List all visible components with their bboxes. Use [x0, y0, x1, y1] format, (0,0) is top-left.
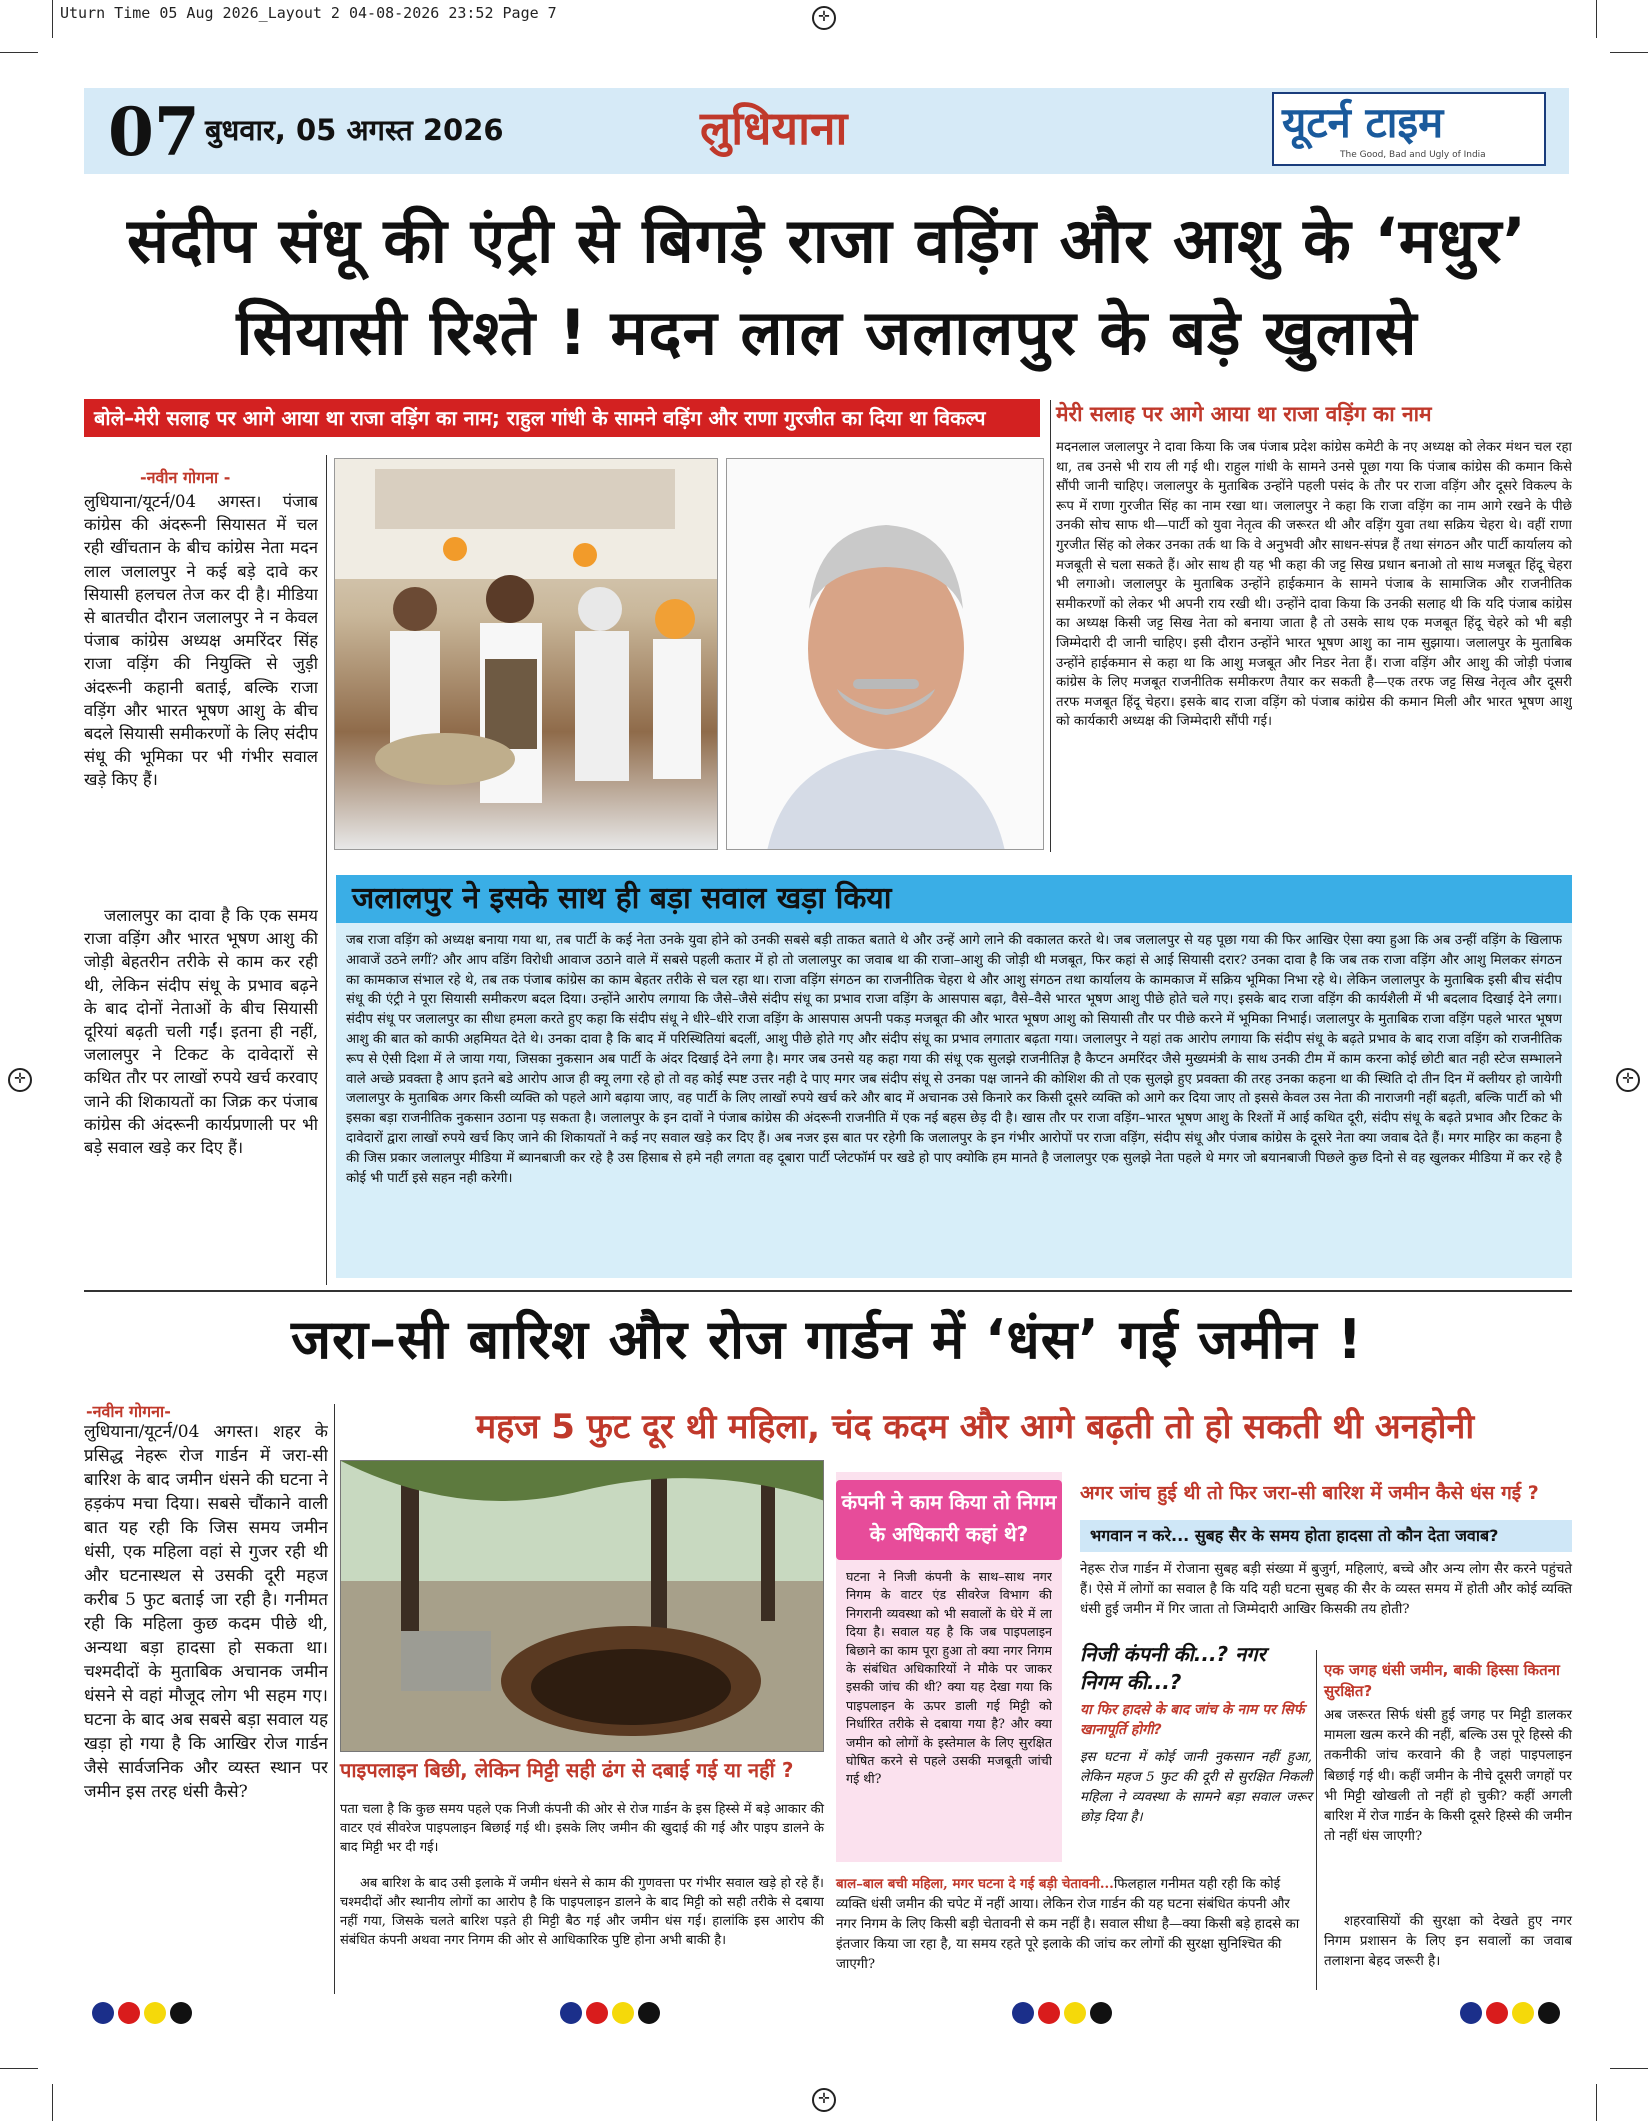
- print-color-dot: [92, 2002, 114, 2024]
- print-slug: Uturn Time 05 Aug 2026_Layout 2 04-08-2026 23:52 Page 7: [60, 4, 557, 22]
- right-subheading: मेरी सलाह पर आगे आया था राजा वड़िंग का नाम: [1056, 402, 1432, 426]
- photo-sinkhole: [340, 1460, 824, 1752]
- print-color-dot: [1012, 2002, 1034, 2024]
- blue-text-box: [336, 923, 1572, 1278]
- story-column-left-2: जलालपुर का दावा है कि एक समय राजा वड़िंग और भारत भूषण आशु की जोड़ी बेहतरीन तरीके से काम कर रही थी, लेकिन संदीप संधू के प्रभाव बढ़ने के बाद दोनों नेताओं के बीच सियासी दूरियां बढ़ती चली गईं। इतना ही नहीं, जलालपुर ने टिकट के दावेदारों से कथित तौर पर लाखों रुपये खर्च करवाए जाने की शिकायतों का जिक्र कर पंजाब कांग्रेस की अंदरूनी कार्यप्रणाली पर भी बड़े सवाल खड़े कर दिए हैं।: [84, 906, 318, 1158]
- photo-caption-heading: पाइपलाइन बिछी, लेकिन मिट्टी सही ढंग से दबाई गई या नहीं ?: [340, 1758, 794, 1782]
- print-color-dot: [638, 2002, 660, 2024]
- print-color-dot: [1038, 2002, 1060, 2024]
- right-question-heading: अगर जांच हुई थी तो फिर जरा-सी बारिश में जमीन कैसे धंस गई ?: [1080, 1482, 1539, 1504]
- blue-box-text: जब राजा वड़िंग को अध्यक्ष बनाया गया था, तब पार्टी के कई नेता उनके युवा होने को उनकी सबसे बड़ी ताकत बताते थे और उन्हें आगे लाने की वकालत करते थे। जब जलालपुर से यह पूछा गया की फिर आखिर ऐसा क्या हुआ कि अब उन्हीं वड़िंग के खिलाफ आवाजें उठने लगीं? और आप वडिंग विरोधी आवाज उठाने वाले में सबसे पहली कतार में हो तो जलालपुर का जवाब था की राजा–आशु की जोड़ी थी मजबूत, फिर कहां से आई सियासी दरार? उनका दावा है कि जब तक राजा वड़िंग और आशु मिलकर संगठन का कामकाज संभाल रहे थे, तब तक पंजाब कांग्रेस का काम बेहतर तरीके से चल रहा था। राजा वड़िंग संगठन का राजनीतिक चेहरा थे और आशु संगठन तथा कार्यालय के कामकाज में सक्रिय भूमिका निभा रहे थे। लेकिन जलालपुर के मुताबिक इसी बीच संदीप संधू की एंट्री ने पूरा सियासी समीकरण बदल दिया। उन्होंने आरोप लगाया कि जैसे–जैसे संदीप संधू का प्रभाव राजा वड़िंग के आसपास बढ़ा, वैसे–वैसे भारत भूषण आशु पीछे होते चले गए। इसके बाद राजा वड़िंग की कार्यशैली में भी बदलाव दिखाई देने लगा। संदीप संधू पर जलालपुर का सीधा हमला करते हुए कहा कि संदीप संधू ने धीरे–धीरे राजा वड़िंग के आसपास अपनी पकड़ मजबूत की और भारत भूषण आशु को सियासी तौर पर पीछे करने में भूमिका निभाई। जलालपुर के मुताबिक राजा वड़िंग पहले भारत भूषण आशु की बात को काफी अहमियत देते थे। उनका दावा है कि बाद में परिस्थितियां बदलीं, आशु पीछे होते गए और संदीप संधू का प्रभाव लगातार बढ़ता गया। जलालपुर ने यहां तक आरोप लगाया कि संदीप संधू के बढ़ते प्रभाव के बाद राजा वड़िंग को राजनीतिक रूप से ऐसी दिशा में ले जाया गया, जिसका नुकसान अब पार्टी के अंदर दिखाई देने लगा है। मगर जब उनसे यह कहा गया की संधू एक सुलझे राजनीतिज्ञ है कैप्टन अमरिंदर जैसे मुख्यमंत्री के साथ उनकी टीम में काम करना कोई छोटी बात नही स्टेज सम्भालने वाले अच्छे प्रवक्ता है आप इतने बडे आरोप आज ही क्यू लगा रहे हो तो वह कोई स्पष्ट उत्तर नही दे पाए मगर जब संदीप संधू से उनका पक्ष जानने की कोशिश की तो एक सुलझे हुए प्रवक्ता की तरह उनका कहना था की स्थिति दो तीन दिन में क्लीयर हो जायेगी जलालपुर के मुताबिक अगर किसी व्यक्ति को पहले आगे बढ़ाया जाए, वह पार्टी के लिए लाखों रुपये खर्च करे और बाद में अचानक उसे किनारे कर किसी दूसरे व्यक्ति को आगे कर दिया जाए तो इससे केवल उस नेता की नाराजगी नहीं बढ़ती, बल्कि पार्टी को भी इसका बड़ा राजनीतिक नुकसान उठाना पड़ सकता है। जलालपुर के इन दावों ने पंजाब कांग्रेस की अंदरूनी राजनीति में एक नई बहस छेड़ दी है। खास तौर पर राजा वड़िंग–भारत भूषण आशु के रिश्तों में आई कथित दूरी, संदीप संधू के बढ़ते प्रभाव और टिकट के दावेदारों द्वारा लाखों रुपये खर्च किए जाने की शिकायतों ने कई नए सवाल खड़े कर दिए हैं। अब नजर इस बात पर रहेगी कि जलालपुर के इन गंभीर आरोपों पर राजा वड़िंग, संदीप संधू और पंजाब कांग्रेस के दूसरे नेता क्या जवाब देते हैं। मगर माहिर का कहना है की जिस प्रकार जलालपुर मीडिया में ब्यानबाजी कर रहे है उस हिसाब से हमे नही लगता वह दूबारा पार्टी प्लेटफॉर्म पर खडे हो पाए क्योकि हम मानते है जलालपुर एक सुलझे नेता पहले थे मगर जो बयानबाजी पिछले कुछ दिनो से वह खुलकर मीडिया में कर रहे है कोई भी पार्टी इसे सहन नही करेगी।: [346, 933, 1562, 1186]
- print-color-dots: [92, 2002, 192, 2024]
- box-text-2: शहरवासियों की सुरक्षा को देखते हुए नगर निगम प्रशासन के लिए इन सवालों का जवाब तलाशना बेहद जरूरी है।: [1324, 1914, 1572, 1970]
- byline: -नवीन गोगना -: [140, 468, 231, 487]
- right-subheading-bar: भगवान न करे... सुबह सैर के समय होता हादसा तो कौन देता जवाब?: [1080, 1520, 1572, 1552]
- print-color-dot: [586, 2002, 608, 2024]
- print-color-dot: [1460, 2002, 1482, 2024]
- print-color-dot: [1512, 2002, 1534, 2024]
- dateline: बुधवार, 05 अगस्त 2026: [205, 113, 504, 147]
- column-rule: [1316, 1650, 1317, 1990]
- section-title: लुधियाना: [700, 101, 848, 155]
- print-color-dots: [1012, 2002, 1112, 2024]
- box-text: अब जरूरत सिर्फ धंसी हुई जगह पर मिट्टी डालकर मामला खत्म करने की नहीं, बल्कि उस पूरे हिस्से की तकनीकी जांच करवाने की है जहां पाइपलाइन बिछाई गई थी। कहीं जमीन के नीचे दूसरी जगहों पर भी मिट्टी खोखली तो नहीं हो चुकी? कहीं अगली बारिश में रोज गार्डन के किसी दूसरे हिस्से की जमीन तो नहीं धंस जाएगी?: [1324, 1708, 1572, 1845]
- registration-mark-icon: ✛: [8, 1068, 32, 1092]
- crop-mark: [0, 52, 38, 53]
- story2-column-left: लुधियाना/यूटर्न/04 अगस्त। शहर के प्रसिद्ध नेहरू रोज गार्डन में जरा-सी बारिश के बाद जमीन धंसने की घटना ने हड़कंप मचा दिया। सबसे चौंकाने वाली बात यह रही कि जिस समय जमीन धंसी, एक महिला वहां से गुजर रही थी और घटनास्थल से उसकी दूरी महज करीब 5 फुट बताई जा रही है। गनीमत रही कि महिला कुछ कदम पीछे थी, अन्यथा बड़ा हादसा हो सकता था। चश्मदीदों के मुताबिक अचानक जमीन धंसने से वहां मौजूद लोग भी सहम गए। घटना के बाद अब सबसे बड़ा सवाल यह खड़ा हो गया है कि आखिर रोज गार्डन जैसे सार्वजनिक और व्यस्त स्थान पर जमीन इस तरह धंसी कैसे?: [84, 1422, 328, 1802]
- right-column-text: नेहरू रोज गार्डन में रोजाना सुबह बड़ी संख्या में बुजुर्ग, महिलाएं, बच्चे और अन्य लोग सैर करने पहुंचते हैं। ऐसे में लोगों का सवाल है कि यदि यही घटना सुबह की सैर के व्यस्त समय में होती और कोई व्यक्ति धंसी हुई जमीन में गिर जाता तो जिम्मेदारी आखिर किसकी तय होती?: [1080, 1562, 1572, 1617]
- story-column-right: मदनलाल जलालपुर ने दावा किया कि जब पंजाब प्रदेश कांग्रेस कमेटी के नए अध्यक्ष को लेकर मंथन चल रहा था, तब उनसे भी राय ली गई थी। राहुल गांधी के सामने उनसे पूछा गया कि पंजाब कांग्रेस की कमान किसे सौंपी जानी चाहिए। जलालपुर के मुताबिक उन्होंने पहली पसंद के तौर पर राजा वड़िंग और दूसरे विकल्प के रूप में राणा गुरजीत सिंह का नाम रखा था। जलालपुर ने कहा कि राजा वड़िंग का नाम आगे रखने के पीछे उनकी सोच साफ थी—पार्टी को युवा नेतृत्व की जरूरत थी और वड़िंग युवा तथा सक्रिय चेहरा थे। वहीं राणा गुरजीत सिंह को लेकर उनका तर्क था कि वे अनुभवी और साधन-संपन्न हैं तथा संगठन और पार्टी कार्यालय को मजबूती से चला सकते हैं। ओर साथ ही यह भी कहा की जट्ट सिख प्रधान बनाओ तो साथ मजबूत हिंदू चेहरा भी लगाओ। जलालपुर के मुताबिक उन्होंने हाईकमान के सामने पंजाब के सामाजिक और राजनीतिक समीकरणों को लेकर भी अपनी राय रखी थी। उन्होंने दावा किया कि उनकी सलाह थी कि यदि पंजाब कांग्रेस का अध्यक्ष किसी जट्ट सिख नेता को बनाया जाता है तो उसके साथ एक मजबूत हिंदू चेहरे को भी बड़ी जिम्मेदारी दी जानी चाहिए। इसी दौरान उन्होंने भारत भूषण आशु का नाम सुझाया। जलालपुर के मुताबिक उन्होंने हाईकमान से कहा था कि आशु मजबूत और निडर नेता हैं। राजा वड़िंग और आशु की जोड़ी पंजाब कांग्रेस के लिए मजबूत राजनीतिक समीकरण तैयार कर सकती है—एक तरफ जट्ट सिख नेतृत्व और दूसरी तरफ मजबूत हिंदू चेहरा। इसके बाद राजा वड़िंग को पंजाब कांग्रेस की कमान मिली और भारत भूषण आशु को कार्यकारी अध्यक्ष की जिम्मेदारी सौंपी गई।: [1056, 440, 1572, 730]
- bottom-paragraph: [836, 1874, 1308, 1975]
- crop-mark: [52, 2084, 53, 2121]
- crop-mark: [1610, 52, 1648, 53]
- registration-mark-icon: ✛: [812, 6, 836, 30]
- print-color-dot: [144, 2002, 166, 2024]
- print-color-dot: [1090, 2002, 1112, 2024]
- logo-tagline: The Good, Bad and Ugly of India: [1340, 150, 1486, 160]
- quote-subheading: या फिर हादसे के बाद जांच के नाम पर सिर्फ खानापूर्ति होगी?: [1080, 1702, 1305, 1738]
- headline-line-1: संदीप संधू की एंट्री से बिगड़े राजा वड़िंग और आशु के ‘मधुर’: [127, 204, 1527, 277]
- quote-heading: निजी कंपनी की...? नगर निगम की...?: [1080, 1642, 1266, 1694]
- photo-portrait: [726, 458, 1044, 850]
- page-number: 07: [108, 93, 200, 171]
- crop-mark: [1596, 0, 1597, 38]
- logo-text: यूटर्न टाइम: [1282, 98, 1444, 147]
- print-color-dot: [1486, 2002, 1508, 2024]
- box-heading: एक जगह धंसी जमीन, बाकी हिस्सा कितना सुरक्षित?: [1324, 1661, 1560, 1700]
- photo-caption-text: पता चला है कि कुछ समय पहले एक निजी कंपनी की ओर से रोज गार्डन के इस हिस्से में बड़े आकार की वाटर एवं सीवरेज पाइपलाइन बिछाई गई थी। इसके लिए जमीन की खुदाई की गई और पाइप डालने के बाद मिट्टी भर दी गई।: [340, 1802, 824, 1855]
- blue-subheading-bar: जलालपुर ने इसके साथ ही बड़ा सवाल खड़ा किया: [336, 875, 1572, 923]
- registration-mark-icon: ✛: [1616, 1068, 1640, 1092]
- print-color-dot: [170, 2002, 192, 2024]
- crop-mark: [1610, 2068, 1648, 2069]
- red-deck-bar: बोले–मेरी सलाह पर आगे आया था राजा वड़िंग का नाम; राहुल गांधी के सामने वड़िंग और राणा गुरजीत का दिया था विकल्प: [84, 399, 1040, 437]
- headline-story-2: जरा–सी बारिश और रोज गार्डन में ‘धंस’ गई जमीन !: [290, 1308, 1364, 1371]
- print-color-dot: [118, 2002, 140, 2024]
- print-color-dot: [1064, 2002, 1086, 2024]
- bottom-text: फिलहाल गनीमत यही रही कि कोई व्यक्ति धंसी जमीन की चपेट में नहीं आया। लेकिन रोज गार्डन की यह घटना संबंधित कंपनी और नगर निगम के लिए किसी बड़ी चेतावनी से कम नहीं है। सवाल सीधा है—क्या किसी बड़े हादसे का इंतजार किया जा रहा है, या समय रहते पूरे इलाके की जांच कर लोगों की सुरक्षा सुनिश्चित की जाएगी?: [836, 1877, 1300, 1972]
- subheadline-story-2: महज 5 फुट दूर थी महिला, चंद कदम और आगे बढ़ती तो हो सकती थी अनहोनी: [475, 1407, 1475, 1447]
- pink-sidebar-heading: कंपनी ने काम किया तो निगम के अधिकारी कहां थे?: [836, 1480, 1062, 1560]
- story-separator: [84, 1290, 1572, 1292]
- column-rule: [1050, 400, 1051, 852]
- byline: -नवीन गोगना-: [86, 1402, 171, 1421]
- photo-event-people: [334, 458, 718, 850]
- print-color-dot: [612, 2002, 634, 2024]
- column-rule: [326, 455, 327, 1285]
- headline-line-2: सियासी रिश्ते ! मदन लाल जलालपुर के बड़े खुलासे: [236, 296, 1418, 369]
- story-column-left: लुधियाना/यूटर्न/04 अगस्त। पंजाब कांग्रेस की अंदरूनी सियासत में चल रही खींचतान के बीच कांग्रेस नेता मदन लाल जलालपुर ने कई बड़े दावे कर सियासी हलचल तेज कर दी है। मीडिया से बातचीत दौरान जलालपुर ने न केवल पंजाब कांग्रेस अध्यक्ष अमरिंदर सिंह राजा वड़िंग की नियुक्ति से जुड़ी अंदरूनी कहानी बताई, बल्कि राजा वड़िंग और भारत भूषण आशु के बीच बदले सियासी समीकरणों के लिए संदीप संधू की भूमिका पर भी गंभीर सवाल खड़े किए हैं।: [84, 492, 318, 790]
- print-color-dot: [1538, 2002, 1560, 2024]
- crop-mark: [52, 0, 53, 38]
- print-color-dot: [560, 2002, 582, 2024]
- crop-mark: [1596, 2084, 1597, 2121]
- print-color-dots: [1460, 2002, 1560, 2024]
- bottom-lead: बाल–बाल बची महिला, मगर घटना दे गई बड़ी चेतावनी...: [836, 1876, 1114, 1892]
- column-rule: [334, 1404, 335, 1994]
- pink-sidebar-text: घटना ने निजी कंपनी के साथ–साथ नगर निगम के वाटर एंड सीवरेज विभाग की निगरानी व्यवस्था को भी सवालों के घेरे में ला दिया है। सवाल यह है कि जब पाइपलाइन बिछाने का काम पूरा हुआ तो क्या नगर निगम के संबंधित अधिकारियों ने मौके पर जाकर इसकी जांच की थी? क्या यह देखा गया कि पाइपलाइन के ऊपर डाली गई मिट्टी को निर्धारित तरीके से दबाया गया है? और क्या जमीन को लोगों के इस्तेमाल के लिए सुरक्षित घोषित करने से पहले उसकी मजबूती जांची गई थी?: [846, 1569, 1052, 1787]
- registration-mark-icon: ✛: [812, 2088, 836, 2112]
- print-color-dots: [560, 2002, 660, 2024]
- photo-caption-text-2: अब बारिश के बाद उसी इलाके में जमीन धंसने से काम की गुणवत्ता पर गंभीर सवाल खड़े हो रहे हैं। चश्मदीदों और स्थानीय लोगों का आरोप है कि पाइपलाइन डालने के बाद मिट्टी को सही तरीके से दबाया नहीं गया, जिसके चलते बारिश पड़ते ही मिट्टी बैठ गई और जमीन धंस गई। हालांकि इस आरोप की संबंधित कंपनी अथवा नगर निगम की ओर से आधिकारिक पुष्टि होना अभी बाकी है।: [340, 1876, 824, 1948]
- quote-text: इस घटना में कोई जानी नुकसान नहीं हुआ, लेकिन महज 5 फुट की दूरी से सुरक्षित निकली महिला ने व्यवस्था के सामने बड़ा सवाल जरूर छोड़ दिया है।: [1080, 1750, 1312, 1825]
- crop-mark: [0, 2068, 38, 2069]
